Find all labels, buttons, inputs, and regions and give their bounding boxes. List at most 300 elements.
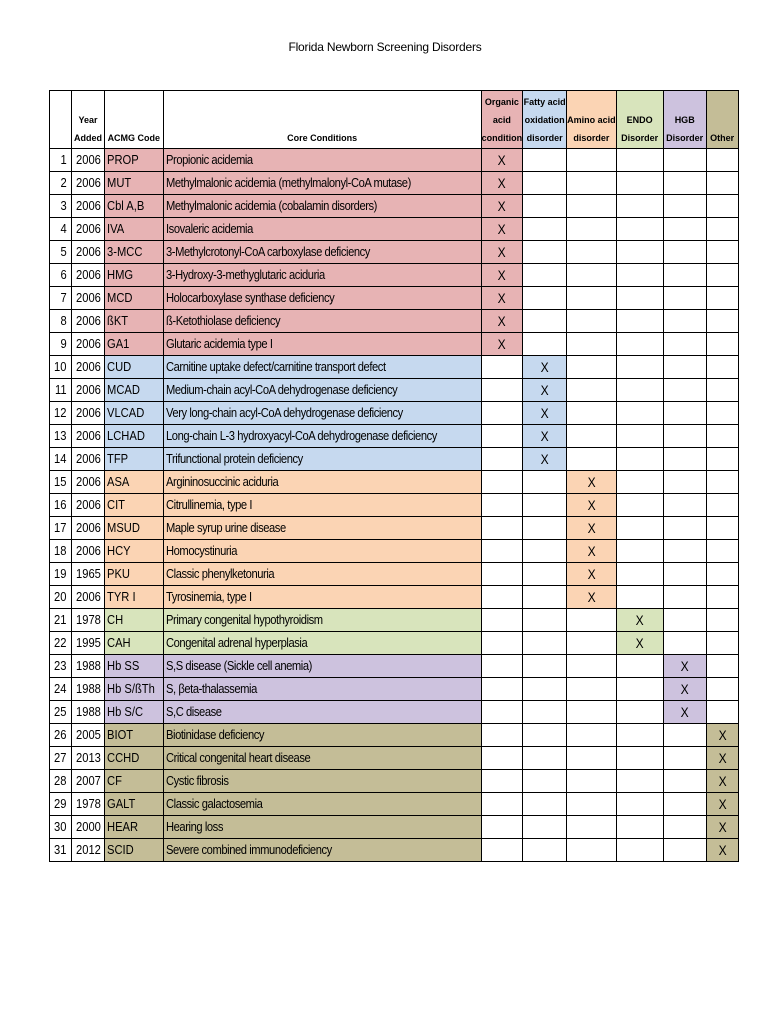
- acmg-code: LCHAD: [105, 425, 164, 448]
- category-cell-other: [706, 816, 738, 839]
- category-mark: X: [680, 681, 689, 697]
- table-row: [50, 609, 739, 632]
- category-cell-endo: [616, 402, 663, 425]
- category-cell-endo: [616, 333, 663, 356]
- category-cell-amino: [567, 287, 617, 310]
- acmg-code: BIOT: [105, 724, 164, 747]
- condition-name: Isovaleric acidemia: [163, 218, 481, 241]
- category-cell-fatty: [523, 586, 567, 609]
- row-number: 6: [50, 264, 72, 287]
- category-cell-other: [706, 425, 738, 448]
- category-cell-hgb: [663, 701, 706, 724]
- row-number: 15: [50, 471, 72, 494]
- category-cell-fatty: [523, 632, 567, 655]
- category-cell-other: [706, 494, 738, 517]
- row-number: 23: [50, 655, 72, 678]
- row-number: 1: [50, 149, 72, 172]
- acmg-code: CUD: [105, 356, 164, 379]
- category-cell-other: [706, 218, 738, 241]
- year-added: 2006: [72, 448, 105, 471]
- table-row: [50, 724, 739, 747]
- category-cell-fatty: [523, 609, 567, 632]
- category-cell-other: [706, 333, 738, 356]
- category-cell-amino: [567, 149, 617, 172]
- category-cell-amino: [567, 655, 617, 678]
- acmg-code: GA1: [105, 333, 164, 356]
- category-cell-endo: [616, 517, 663, 540]
- category-cell-organic: [481, 287, 523, 310]
- category-cell-endo: [616, 241, 663, 264]
- category-cell-amino: [567, 402, 617, 425]
- year-added: 1978: [72, 609, 105, 632]
- category-cell-amino: [567, 517, 617, 540]
- table-row: [50, 632, 739, 655]
- row-number: 27: [50, 747, 72, 770]
- acmg-code: Cbl A,B: [105, 195, 164, 218]
- category-cell-organic: [481, 425, 523, 448]
- category-cell-endo: [616, 471, 663, 494]
- row-number: 2: [50, 172, 72, 195]
- category-cell-other: [706, 632, 738, 655]
- condition-name: Medium-chain acyl-CoA dehydrogenase deficiency: [163, 379, 481, 402]
- year-added: 2006: [72, 218, 105, 241]
- category-cell-organic: [481, 379, 523, 402]
- category-cell-amino: [567, 701, 617, 724]
- category-cell-endo: [616, 218, 663, 241]
- category-cell-other: [706, 356, 738, 379]
- page-title: Florida Newborn Screening Disorders: [288, 40, 482, 54]
- condition-name: Methylmalonic acidemia (cobalamin disorders): [163, 195, 481, 218]
- acmg-code: CIT: [105, 494, 164, 517]
- row-number: 16: [50, 494, 72, 517]
- category-cell-amino: [567, 471, 617, 494]
- category-cell-other: [706, 241, 738, 264]
- row-number: 29: [50, 793, 72, 816]
- category-cell-hgb: [663, 379, 706, 402]
- acmg-code: CH: [105, 609, 164, 632]
- table-row: [50, 218, 739, 241]
- row-number: 19: [50, 563, 72, 586]
- category-cell-organic: [481, 494, 523, 517]
- category-mark: X: [540, 405, 549, 421]
- year-added: 2006: [72, 356, 105, 379]
- category-cell-endo: [616, 195, 663, 218]
- category-cell-hgb: [663, 287, 706, 310]
- table-row: [50, 770, 739, 793]
- header-fatty-acid: Fatty acid oxidation disorder: [523, 91, 567, 149]
- row-number: 26: [50, 724, 72, 747]
- category-cell-hgb: [663, 149, 706, 172]
- category-cell-other: [706, 770, 738, 793]
- category-mark: X: [497, 221, 506, 237]
- category-cell-other: [706, 701, 738, 724]
- category-cell-endo: [616, 287, 663, 310]
- category-cell-fatty: [523, 356, 567, 379]
- category-cell-amino: [567, 793, 617, 816]
- category-mark: X: [540, 382, 549, 398]
- category-mark: X: [587, 589, 596, 605]
- year-added: 1988: [72, 678, 105, 701]
- category-cell-other: [706, 310, 738, 333]
- category-cell-fatty: [523, 540, 567, 563]
- category-cell-organic: [481, 747, 523, 770]
- year-added: 2005: [72, 724, 105, 747]
- acmg-code: Hb S/ßTh: [105, 678, 164, 701]
- category-mark: X: [680, 658, 689, 674]
- category-cell-endo: [616, 609, 663, 632]
- category-cell-endo: [616, 149, 663, 172]
- condition-name: Tyrosinemia, type I: [163, 586, 481, 609]
- category-cell-other: [706, 471, 738, 494]
- category-cell-hgb: [663, 448, 706, 471]
- row-number: 13: [50, 425, 72, 448]
- category-cell-fatty: [523, 264, 567, 287]
- category-cell-organic: [481, 218, 523, 241]
- year-added: 2006: [72, 172, 105, 195]
- category-cell-organic: [481, 678, 523, 701]
- category-cell-organic: [481, 632, 523, 655]
- category-cell-fatty: [523, 678, 567, 701]
- category-cell-fatty: [523, 816, 567, 839]
- row-number: 14: [50, 448, 72, 471]
- table-row: [50, 149, 739, 172]
- header-organic-acid: Organic acid condition: [481, 91, 523, 149]
- table-row: [50, 333, 739, 356]
- category-cell-organic: [481, 517, 523, 540]
- category-mark: X: [587, 566, 596, 582]
- year-added: 2012: [72, 839, 105, 862]
- acmg-code: SCID: [105, 839, 164, 862]
- category-cell-hgb: [663, 655, 706, 678]
- table-row: [50, 793, 739, 816]
- category-cell-organic: [481, 655, 523, 678]
- acmg-code: 3-MCC: [105, 241, 164, 264]
- table-row: [50, 425, 739, 448]
- category-cell-fatty: [523, 563, 567, 586]
- table-row: [50, 816, 739, 839]
- category-cell-endo: [616, 310, 663, 333]
- category-cell-fatty: [523, 724, 567, 747]
- category-cell-other: [706, 839, 738, 862]
- category-cell-hgb: [663, 425, 706, 448]
- category-cell-hgb: [663, 494, 706, 517]
- row-number: 21: [50, 609, 72, 632]
- category-cell-endo: [616, 839, 663, 862]
- row-number: 7: [50, 287, 72, 310]
- category-cell-organic: [481, 264, 523, 287]
- category-cell-other: [706, 793, 738, 816]
- category-cell-other: [706, 655, 738, 678]
- category-cell-amino: [567, 218, 617, 241]
- condition-name: Critical congenital heart disease: [163, 747, 481, 770]
- table-row: [50, 747, 739, 770]
- row-number: 25: [50, 701, 72, 724]
- row-number: 30: [50, 816, 72, 839]
- category-cell-endo: [616, 701, 663, 724]
- category-cell-other: [706, 402, 738, 425]
- category-cell-fatty: [523, 379, 567, 402]
- category-cell-organic: [481, 563, 523, 586]
- table-row: [50, 839, 739, 862]
- year-added: 2006: [72, 333, 105, 356]
- category-cell-hgb: [663, 563, 706, 586]
- category-cell-hgb: [663, 356, 706, 379]
- category-cell-organic: [481, 724, 523, 747]
- category-cell-amino: [567, 678, 617, 701]
- category-cell-organic: [481, 356, 523, 379]
- category-mark: X: [587, 474, 596, 490]
- category-cell-amino: [567, 425, 617, 448]
- acmg-code: MCAD: [105, 379, 164, 402]
- condition-name: ß-Ketothiolase deficiency: [163, 310, 481, 333]
- condition-name: Biotinidase deficiency: [163, 724, 481, 747]
- category-cell-hgb: [663, 195, 706, 218]
- table-row: [50, 517, 739, 540]
- row-number: 8: [50, 310, 72, 333]
- category-cell-endo: [616, 563, 663, 586]
- category-cell-fatty: [523, 517, 567, 540]
- category-cell-amino: [567, 609, 617, 632]
- category-cell-amino: [567, 632, 617, 655]
- header-core-conditions: Core Conditions: [163, 91, 481, 149]
- condition-name: Severe combined immunodeficiency: [163, 839, 481, 862]
- acmg-code: MSUD: [105, 517, 164, 540]
- table-row: [50, 701, 739, 724]
- year-added: 2006: [72, 402, 105, 425]
- acmg-code: TYR I: [105, 586, 164, 609]
- category-cell-endo: [616, 724, 663, 747]
- category-cell-endo: [616, 770, 663, 793]
- condition-name: Primary congenital hypothyroidism: [163, 609, 481, 632]
- category-cell-hgb: [663, 724, 706, 747]
- year-added: 2006: [72, 471, 105, 494]
- category-cell-hgb: [663, 586, 706, 609]
- condition-name: Methylmalonic acidemia (methylmalonyl-CoA mutase): [163, 172, 481, 195]
- acmg-code: ßKT: [105, 310, 164, 333]
- category-cell-endo: [616, 793, 663, 816]
- category-cell-organic: [481, 195, 523, 218]
- category-mark: X: [718, 796, 727, 812]
- category-cell-amino: [567, 494, 617, 517]
- table-row: [50, 540, 739, 563]
- condition-name: Citrullinemia, type I: [163, 494, 481, 517]
- row-number: 18: [50, 540, 72, 563]
- category-cell-hgb: [663, 632, 706, 655]
- header-hgb: HGB Disorder: [663, 91, 706, 149]
- acmg-code: TFP: [105, 448, 164, 471]
- category-cell-amino: [567, 747, 617, 770]
- acmg-code: CF: [105, 770, 164, 793]
- condition-name: Propionic acidemia: [163, 149, 481, 172]
- category-cell-hgb: [663, 816, 706, 839]
- category-cell-hgb: [663, 402, 706, 425]
- category-cell-fatty: [523, 287, 567, 310]
- category-cell-other: [706, 609, 738, 632]
- condition-name: Homocystinuria: [163, 540, 481, 563]
- condition-name: Cystic fibrosis: [163, 770, 481, 793]
- category-cell-fatty: [523, 494, 567, 517]
- category-cell-amino: [567, 448, 617, 471]
- category-cell-endo: [616, 448, 663, 471]
- category-cell-endo: [616, 655, 663, 678]
- condition-name: S, βeta-thalassemia: [163, 678, 481, 701]
- year-added: 2006: [72, 494, 105, 517]
- year-added: 2006: [72, 586, 105, 609]
- category-cell-amino: [567, 540, 617, 563]
- category-cell-fatty: [523, 310, 567, 333]
- category-cell-organic: [481, 172, 523, 195]
- category-mark: X: [497, 152, 506, 168]
- year-added: 2007: [72, 770, 105, 793]
- condition-name: Maple syrup urine disease: [163, 517, 481, 540]
- category-cell-organic: [481, 149, 523, 172]
- category-cell-hgb: [663, 678, 706, 701]
- category-cell-other: [706, 678, 738, 701]
- category-cell-hgb: [663, 241, 706, 264]
- category-cell-fatty: [523, 793, 567, 816]
- category-cell-other: [706, 448, 738, 471]
- category-cell-amino: [567, 816, 617, 839]
- acmg-code: Hb S/C: [105, 701, 164, 724]
- row-number: 31: [50, 839, 72, 862]
- category-mark: X: [497, 336, 506, 352]
- category-cell-hgb: [663, 471, 706, 494]
- category-cell-other: [706, 517, 738, 540]
- table-row: [50, 287, 739, 310]
- category-cell-other: [706, 379, 738, 402]
- category-cell-organic: [481, 241, 523, 264]
- row-number: 4: [50, 218, 72, 241]
- row-number: 12: [50, 402, 72, 425]
- category-cell-endo: [616, 816, 663, 839]
- category-cell-amino: [567, 333, 617, 356]
- category-cell-organic: [481, 402, 523, 425]
- category-cell-fatty: [523, 701, 567, 724]
- header-acmg-code: ACMG Code: [105, 91, 164, 149]
- category-cell-fatty: [523, 839, 567, 862]
- category-cell-amino: [567, 172, 617, 195]
- category-cell-endo: [616, 264, 663, 287]
- category-cell-hgb: [663, 770, 706, 793]
- category-cell-fatty: [523, 770, 567, 793]
- condition-name: 3-Methylcrotonyl-CoA carboxylase deficiency: [163, 241, 481, 264]
- condition-name: 3-Hydroxy-3-methyglutaric aciduria: [163, 264, 481, 287]
- year-added: 2000: [72, 816, 105, 839]
- acmg-code: ASA: [105, 471, 164, 494]
- table-row: [50, 402, 739, 425]
- acmg-code: Hb SS: [105, 655, 164, 678]
- category-cell-fatty: [523, 448, 567, 471]
- category-cell-amino: [567, 264, 617, 287]
- category-cell-amino: [567, 839, 617, 862]
- year-added: 2006: [72, 241, 105, 264]
- year-added: 2006: [72, 517, 105, 540]
- category-cell-other: [706, 540, 738, 563]
- table-row: [50, 586, 739, 609]
- header-row: [50, 91, 739, 149]
- category-cell-endo: [616, 586, 663, 609]
- table-row: [50, 356, 739, 379]
- year-added: 1965: [72, 563, 105, 586]
- category-mark: X: [718, 773, 727, 789]
- category-cell-other: [706, 563, 738, 586]
- category-mark: X: [680, 704, 689, 720]
- condition-name: S,C disease: [163, 701, 481, 724]
- category-cell-fatty: [523, 471, 567, 494]
- screening-table: [49, 90, 739, 862]
- year-added: 2006: [72, 379, 105, 402]
- category-cell-other: [706, 172, 738, 195]
- category-cell-amino: [567, 195, 617, 218]
- category-cell-endo: [616, 425, 663, 448]
- table-row: [50, 678, 739, 701]
- category-cell-amino: [567, 241, 617, 264]
- category-mark: X: [718, 750, 727, 766]
- category-mark: X: [635, 635, 644, 651]
- condition-name: Glutaric acidemia type I: [163, 333, 481, 356]
- category-cell-amino: [567, 356, 617, 379]
- header-other: Other: [706, 91, 738, 149]
- category-cell-endo: [616, 172, 663, 195]
- category-cell-organic: [481, 586, 523, 609]
- acmg-code: MUT: [105, 172, 164, 195]
- condition-name: Trifunctional protein deficiency: [163, 448, 481, 471]
- table-row: [50, 241, 739, 264]
- category-cell-fatty: [523, 655, 567, 678]
- condition-name: Long-chain L-3 hydroxyacyl-CoA dehydrogenase deficiency: [163, 425, 481, 448]
- acmg-code: CCHD: [105, 747, 164, 770]
- row-number: 11: [50, 379, 72, 402]
- category-cell-other: [706, 149, 738, 172]
- category-cell-organic: [481, 609, 523, 632]
- year-added: 1988: [72, 655, 105, 678]
- category-cell-hgb: [663, 517, 706, 540]
- header-endo: ENDO Disorder: [616, 91, 663, 149]
- category-cell-organic: [481, 310, 523, 333]
- table-row: [50, 172, 739, 195]
- category-cell-organic: [481, 540, 523, 563]
- category-mark: X: [635, 612, 644, 628]
- acmg-code: HCY: [105, 540, 164, 563]
- category-cell-amino: [567, 724, 617, 747]
- category-cell-hgb: [663, 540, 706, 563]
- header-amino-acid: Amino acid disorder: [567, 91, 617, 149]
- category-cell-endo: [616, 494, 663, 517]
- condition-name: Classic phenylketonuria: [163, 563, 481, 586]
- category-mark: X: [718, 842, 727, 858]
- category-cell-organic: [481, 770, 523, 793]
- category-cell-endo: [616, 379, 663, 402]
- category-cell-endo: [616, 356, 663, 379]
- acmg-code: GALT: [105, 793, 164, 816]
- category-mark: X: [718, 727, 727, 743]
- year-added: 2006: [72, 149, 105, 172]
- condition-name: Classic galactosemia: [163, 793, 481, 816]
- category-cell-amino: [567, 563, 617, 586]
- category-cell-organic: [481, 333, 523, 356]
- category-cell-amino: [567, 586, 617, 609]
- row-number: 28: [50, 770, 72, 793]
- acmg-code: HEAR: [105, 816, 164, 839]
- category-cell-hgb: [663, 839, 706, 862]
- table-row: [50, 494, 739, 517]
- year-added: 2006: [72, 264, 105, 287]
- condition-name: Holocarboxylase synthase deficiency: [163, 287, 481, 310]
- category-cell-fatty: [523, 172, 567, 195]
- header-year-added: Year Added: [72, 91, 105, 149]
- row-number: 24: [50, 678, 72, 701]
- category-cell-other: [706, 586, 738, 609]
